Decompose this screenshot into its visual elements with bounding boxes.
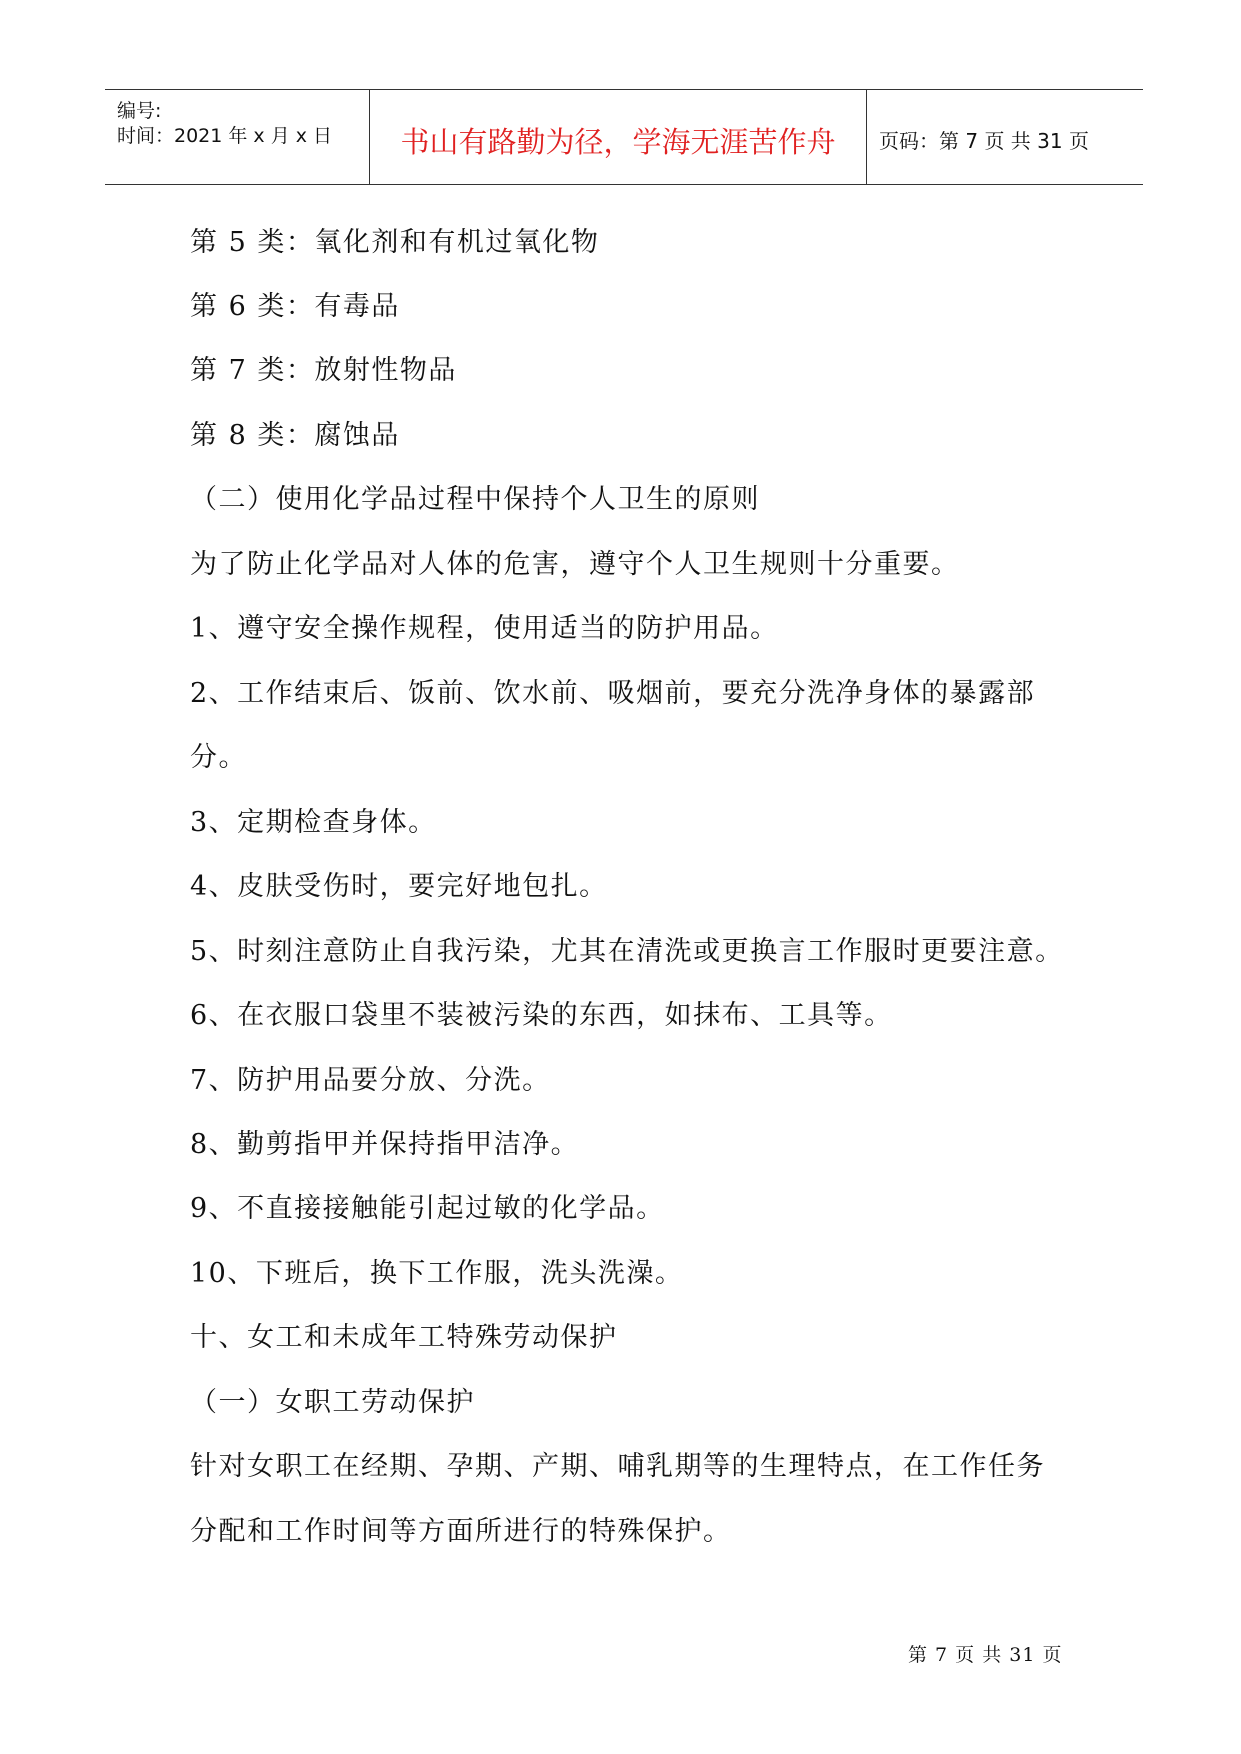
subsection-heading: （一）女职工劳动保护 <box>190 1387 475 1418</box>
header-page-code: 页码：第 7 页 共 31 页 <box>879 129 1089 153</box>
body-line: 第 5 类：氧化剂和有机过氧化物 <box>190 227 600 258</box>
body-line: 为了防止化学品对人体的危害，遵守个人卫生规则十分重要。 <box>190 549 960 580</box>
header-page-cell <box>867 90 1143 184</box>
page-footer: 第 7 页 共 31 页 <box>908 1644 1063 1666</box>
list-item: 8、勤剪指甲并保持指甲洁净。 <box>190 1129 580 1160</box>
section-heading: （二）使用化学品过程中保持个人卫生的原则 <box>190 484 760 515</box>
list-item: 5、时刻注意防止自我污染，尤其在清洗或更换言工作服时更要注意。 <box>190 936 1064 967</box>
header-meta-cell <box>105 90 369 184</box>
list-item: 9、不直接接触能引起过敏的化学品。 <box>190 1193 665 1224</box>
list-item: 10、下班后，换下工作服，洗头洗澡。 <box>190 1258 684 1289</box>
document-header <box>105 89 1143 185</box>
body-line: 第 8 类：腐蚀品 <box>190 420 400 451</box>
list-item: 7、防护用品要分放、分洗。 <box>190 1065 551 1096</box>
list-item: 3、定期检查身体。 <box>190 807 437 838</box>
list-item: 6、在衣服口袋里不装被污染的东西，如抹布、工具等。 <box>190 1000 893 1031</box>
list-item: 1、遵守安全操作规程，使用适当的防护用品。 <box>190 613 779 644</box>
body-line: 分配和工作时间等方面所进行的特殊保护。 <box>190 1516 732 1547</box>
body-line: 第 6 类：有毒品 <box>190 291 400 322</box>
list-item: 4、皮肤受伤时，要完好地包扎。 <box>190 871 608 902</box>
list-item-continuation: 分。 <box>190 742 247 773</box>
header-motto-cell <box>369 90 867 184</box>
body-line: 第 7 类：放射性物品 <box>190 355 457 386</box>
section-heading: 十、女工和未成年工特殊劳动保护 <box>190 1322 618 1353</box>
document-time-label: 时间：2021 年 x 月 x 日 <box>117 125 333 147</box>
header-motto: 书山有路勤为径，学海无涯苦作舟 <box>400 125 836 159</box>
list-item: 2、工作结束后、饭前、饮水前、吸烟前，要充分洗净身体的暴露部 <box>190 678 1036 709</box>
body-line: 针对女职工在经期、孕期、产期、哺乳期等的生理特点，在工作任务 <box>190 1451 1045 1482</box>
document-number-label: 编号: <box>117 100 162 122</box>
